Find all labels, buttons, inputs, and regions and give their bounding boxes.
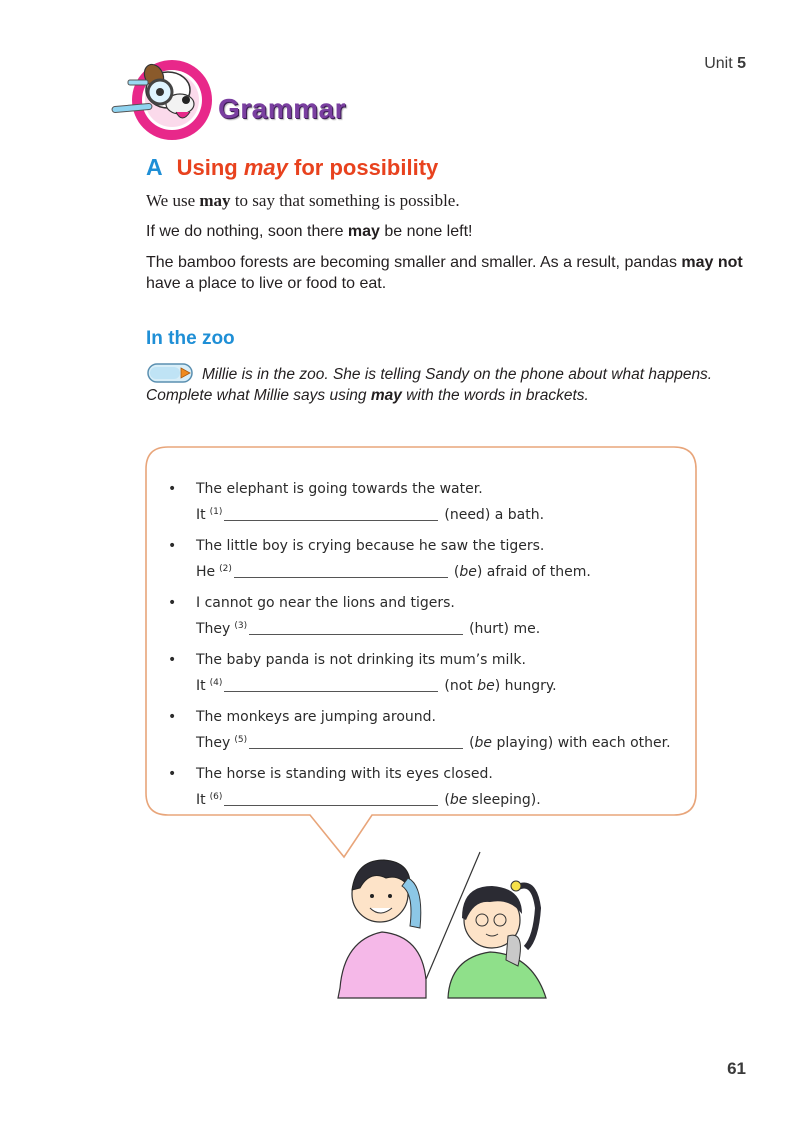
example-2-text: The bamboo forests are becoming smaller and smaller. As a result, pandas	[146, 254, 682, 271]
exercise-item	[166, 706, 686, 755]
rule-text: We use	[146, 191, 200, 210]
bullet-icon: •	[168, 652, 177, 668]
exercise-item	[166, 592, 686, 641]
blank-number: (6)	[209, 792, 223, 802]
rule-text-end: to say that something is possible.	[230, 191, 460, 210]
section-title: Grammar	[218, 93, 347, 124]
exercise-item	[166, 535, 686, 584]
exercise-list	[166, 478, 686, 820]
answer-blank[interactable]	[224, 506, 438, 521]
hint-text-end: sleeping).	[467, 792, 541, 808]
exercise-sentence: I cannot go near the lions and tigers.	[196, 595, 455, 611]
hint-text-em: be	[459, 564, 477, 580]
answer-subject: It	[196, 507, 206, 523]
bullet-icon: •	[168, 481, 177, 497]
exercise-answer-line	[196, 786, 686, 812]
example-2-text-end: have a place to live or food to eat.	[146, 275, 387, 292]
answer-subject: They	[196, 735, 231, 751]
hint-text-em: be	[449, 792, 468, 808]
subsection-title-em: may	[243, 155, 288, 180]
answer-blank[interactable]	[224, 791, 438, 806]
instruction-text: Millie is in the zoo. She is telling Sandy on the phone about what happens. Complete what Millie says using	[146, 366, 713, 404]
answer-subject: It	[196, 678, 206, 694]
instruction-bold: may	[370, 387, 402, 404]
example-sentence-2	[146, 252, 746, 294]
answer-subject: He	[196, 564, 216, 580]
answer-blank[interactable]	[224, 677, 438, 692]
bullet-icon: •	[168, 766, 177, 782]
exercise-answer-line	[196, 729, 686, 755]
exercise-answer-line	[196, 558, 686, 584]
exercise-item	[166, 763, 686, 812]
exercise-sentence: The monkeys are jumping around.	[196, 709, 436, 725]
subsection-title-end: for possibility	[287, 155, 439, 180]
subsection-heading	[146, 154, 438, 181]
subsection-title-start: Using	[176, 155, 244, 180]
exercise-instruction	[146, 364, 746, 406]
blank-number: (2)	[219, 564, 232, 574]
hint-text: (	[453, 564, 460, 580]
hint-text: (	[444, 792, 450, 808]
exercise-sentence: The horse is standing with its eyes closed.	[196, 766, 493, 782]
blank-number: (4)	[209, 678, 223, 688]
exercise-item	[166, 478, 686, 527]
bullet-icon: •	[168, 595, 177, 611]
answer-blank[interactable]	[249, 620, 463, 635]
exercise-sentence: The baby panda is not drinking its mum’s milk.	[196, 652, 526, 668]
hint-text: (not	[444, 678, 478, 694]
exercise-answer-line	[196, 615, 686, 641]
example-1-bold: may	[347, 223, 380, 240]
magnifier-dog-icon	[110, 50, 220, 142]
hint-text-em: be	[477, 678, 495, 694]
hint-text-end: ) hungry.	[494, 678, 557, 694]
instruction-text-end: with the words in brackets.	[401, 387, 589, 404]
hint-text: (hurt)	[469, 621, 509, 637]
exercise-answer-line	[196, 672, 686, 698]
hint-text: (	[469, 735, 475, 751]
blank-number: (3)	[234, 621, 248, 631]
hint-text-em: be	[474, 735, 493, 751]
unit-word: Unit	[704, 55, 733, 72]
example-1-text: If we do nothing, soon there	[146, 223, 348, 240]
page-number: 61	[727, 1059, 746, 1078]
answer-subject: It	[196, 792, 206, 808]
example-2-bold: may not	[681, 254, 743, 271]
bullet-icon: •	[168, 538, 177, 554]
hint-text-end: ) afraid of them.	[476, 564, 591, 580]
answer-blank[interactable]	[249, 734, 463, 749]
example-sentence-1	[146, 221, 746, 242]
hint-text-end: me.	[509, 621, 541, 637]
blank-number: (5)	[234, 735, 248, 745]
exercise-sentence: The elephant is going towards the water.	[196, 481, 483, 497]
rule-bold: may	[199, 191, 231, 210]
hint-text: (need)	[444, 507, 491, 523]
blank-number: (1)	[209, 507, 223, 517]
unit-label	[704, 55, 746, 73]
hint-text-end: playing) with each other.	[492, 735, 671, 751]
subsection-letter: A	[146, 154, 163, 180]
hint-text-end: a bath.	[490, 507, 545, 523]
example-1-text-end: be none left!	[379, 223, 473, 240]
answer-blank[interactable]	[234, 563, 448, 578]
unit-number: 5	[737, 55, 746, 72]
exercise-item	[166, 649, 686, 698]
exercise-answer-line	[196, 501, 686, 527]
grammar-rule	[146, 190, 746, 211]
bullet-icon: •	[168, 709, 177, 725]
answer-subject: They	[196, 621, 231, 637]
children-on-phone-illustration	[330, 848, 570, 1013]
exercise-sentence: The little boy is crying because he saw the tigers.	[196, 538, 545, 554]
zoo-heading: In the zoo	[146, 328, 235, 349]
